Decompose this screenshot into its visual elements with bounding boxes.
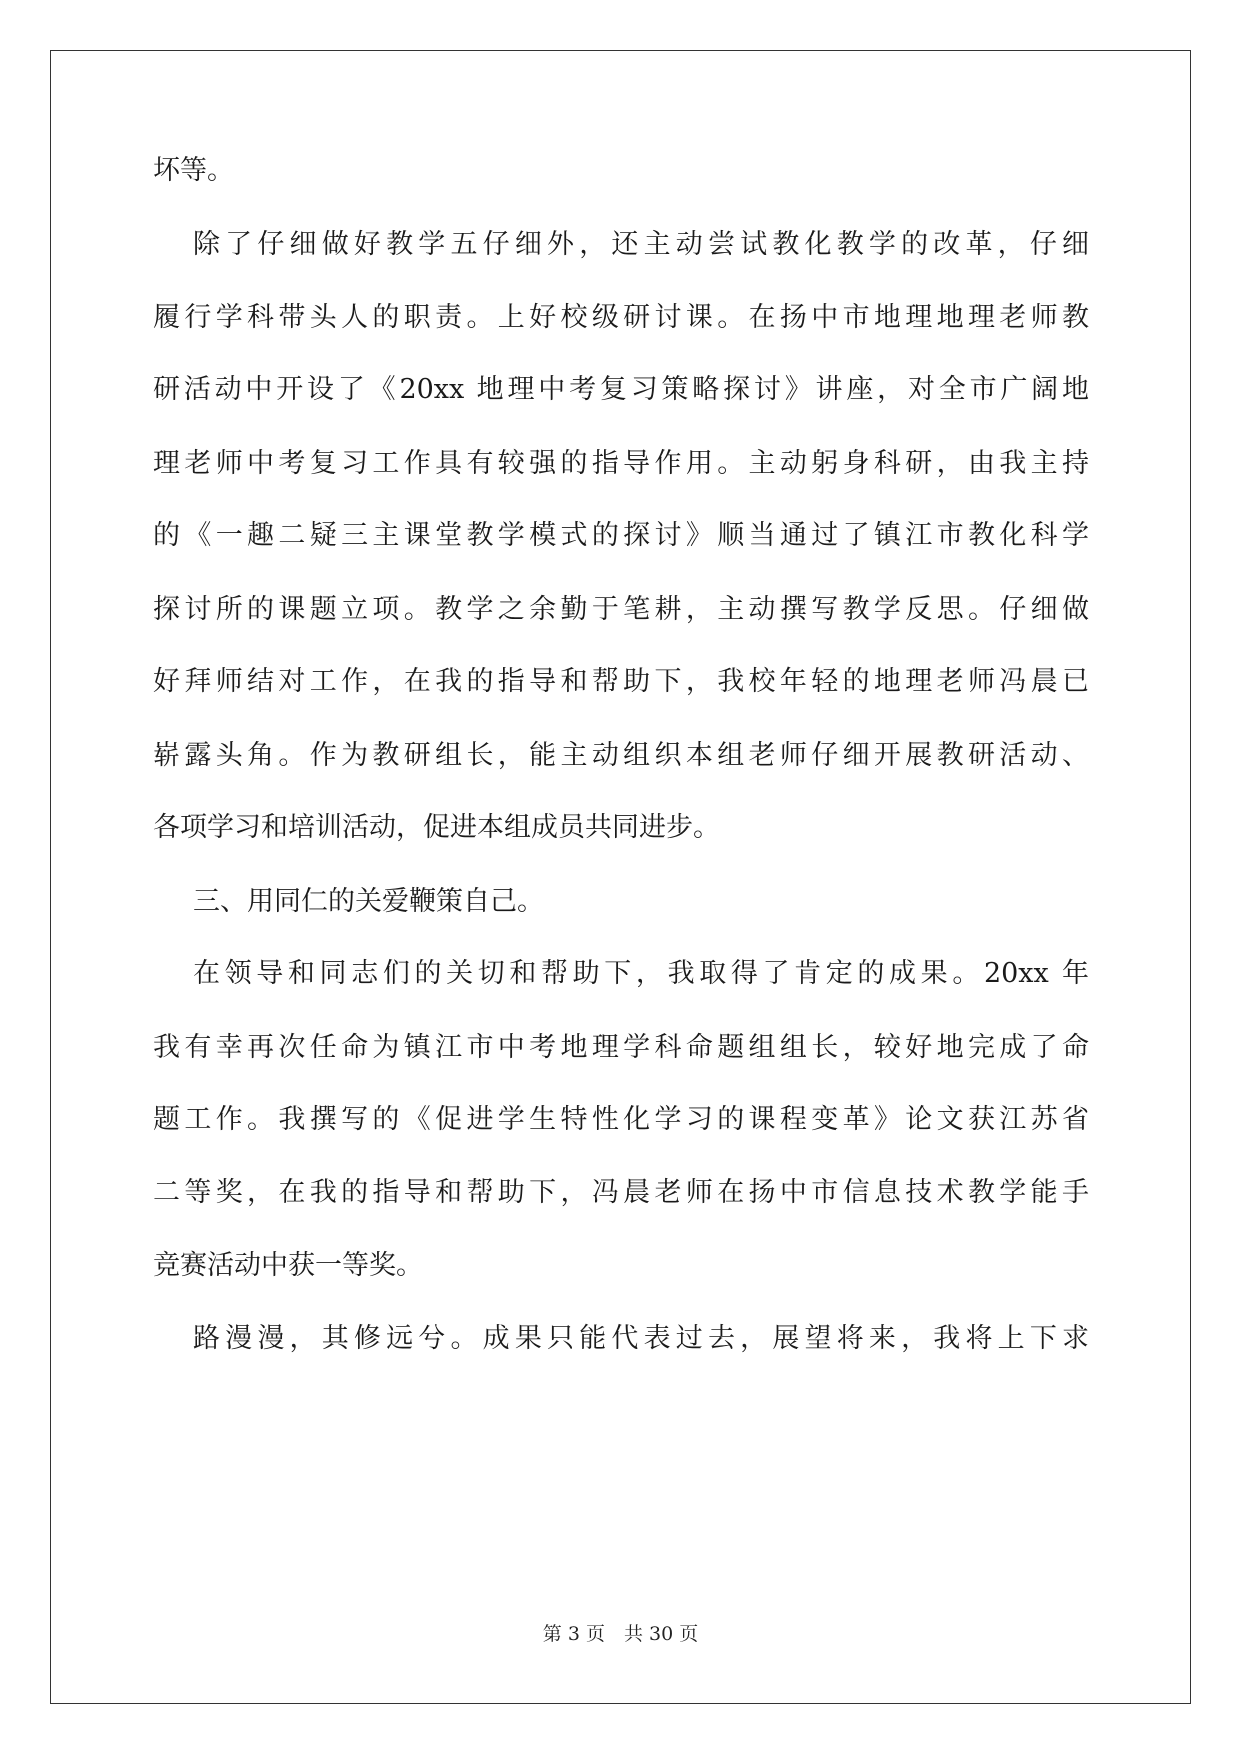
body-line: 履行学科带头人的职责。上好校级研讨课。在扬中市地理地理老师教 <box>153 302 1089 333</box>
page-border <box>50 50 1191 1704</box>
body-line: 探讨所的课题立项。教学之余勤于笔耕，主动撰写教学反思。仔细做 <box>153 594 1089 625</box>
body-line: 研活动中开设了《20xx 地理中考复习策略探讨》讲座，对全市广阔地 <box>153 374 1089 405</box>
body-line: 除了仔细做好教学五仔细外，还主动尝试教化教学的改革，仔细 <box>193 229 1089 260</box>
body-line: 各项学习和培训活动，促进本组成员共同进步。 <box>153 812 720 843</box>
body-line: 坏等。 <box>153 155 234 186</box>
body-line: 二等奖，在我的指导和帮助下，冯晨老师在扬中市信息技术教学能手 <box>153 1177 1089 1208</box>
body-line: 我有幸再次任命为镇江市中考地理学科命题组组长，较好地完成了命 <box>153 1032 1089 1063</box>
body-line: 崭露头角。作为教研组长，能主动组织本组老师仔细开展教研活动、 <box>153 740 1089 771</box>
body-line: 的《一趣二疑三主课堂教学模式的探讨》顺当通过了镇江市教化科学 <box>153 520 1089 551</box>
body-line: 好拜师结对工作，在我的指导和帮助下，我校年轻的地理老师冯晨已 <box>153 666 1089 697</box>
body-line: 竞赛活动中获一等奖。 <box>153 1250 423 1281</box>
body-line: 路漫漫，其修远兮。成果只能代表过去，展望将来，我将上下求 <box>193 1323 1089 1354</box>
body-line: 题工作。我撰写的《促进学生特性化学习的课程变革》论文获江苏省 <box>153 1104 1089 1135</box>
body-line: 理老师中考复习工作具有较强的指导作用。主动躬身科研，由我主持 <box>153 448 1089 479</box>
page-number-footer: 第 3 页 共 30 页 <box>542 1623 699 1645</box>
section-heading: 三、用同仁的关爱鞭策自己。 <box>193 886 544 917</box>
body-line: 在领导和同志们的关切和帮助下，我取得了肯定的成果。20xx 年 <box>193 958 1089 989</box>
